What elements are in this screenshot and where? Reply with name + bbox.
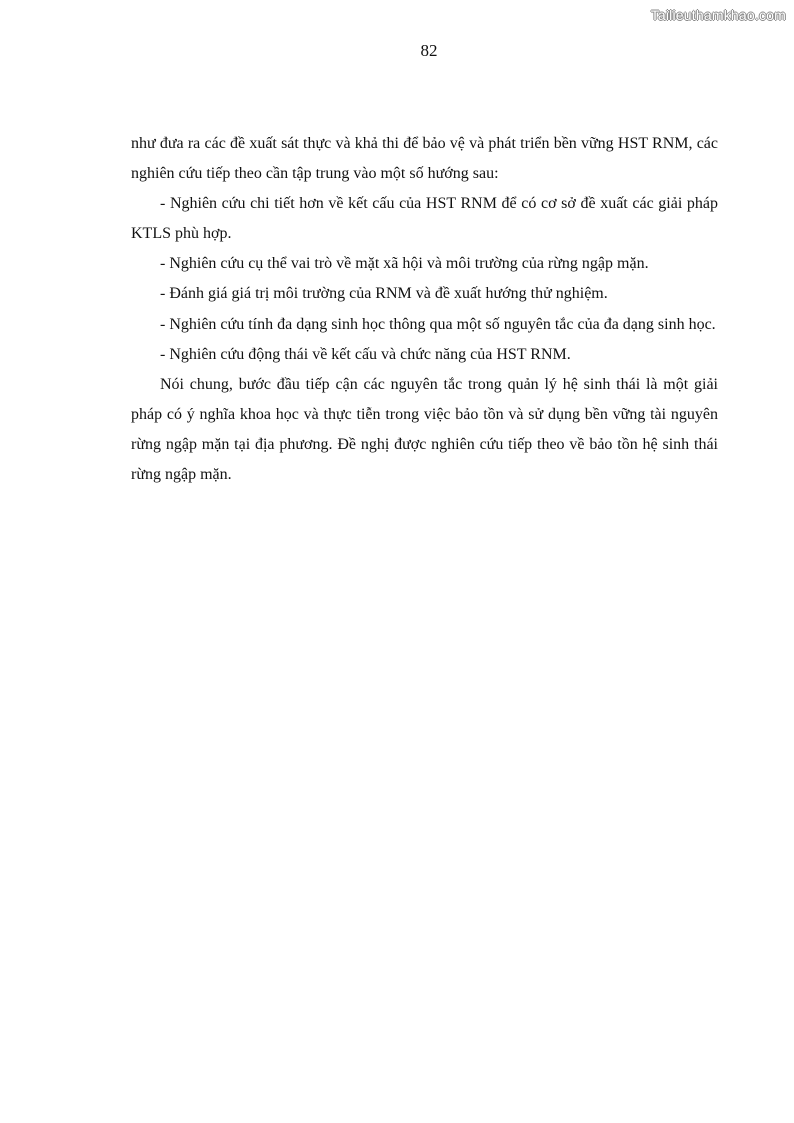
bullet-item: - Nghiên cứu chi tiết hơn về kết cấu của HST RNM để có cơ sở đề xuất các giải pháp KTLS phù hợp. [131,195,718,243]
paragraph-conclusion: Nói chung, bước đầu tiếp cận các nguyên tắc trong quản lý hệ sinh thái là một giải pháp có ý nghĩa khoa học và thực tiễn trong việc bảo tồn và sử dụng bền vững tài nguyên rừng ngập mặn tại địa phương. Đề nghị được nghiên cứu tiếp theo về bảo tồn hệ sinh thái rừng ngập mặn. [131,375,718,484]
document-body [131,129,718,490]
bullet-item: - Nghiên cứu cụ thể vai trò về mặt xã hội và môi trường của rừng ngập mặn. [160,255,649,273]
paragraph-continuation: như đưa ra các đề xuất sát thực và khả thi để bảo vệ và phát triển bền vững HST RNM, các nghiên cứu tiếp theo cần tập trung vào một số hướng sau: [131,135,718,183]
bullet-item: - Đánh giá giá trị môi trường của RNM và đề xuất hướng thử nghiệm. [160,285,608,303]
bullet-item: - Nghiên cứu tính đa dạng sinh học thông qua một số nguyên tắc của đa dạng sinh học. [160,315,716,333]
page-number: 82 [420,41,438,60]
bullet-item: - Nghiên cứu động thái về kết cấu và chức năng của HST RNM. [160,345,571,363]
watermark-text: Tailieuthamkhao.com [650,7,786,23]
